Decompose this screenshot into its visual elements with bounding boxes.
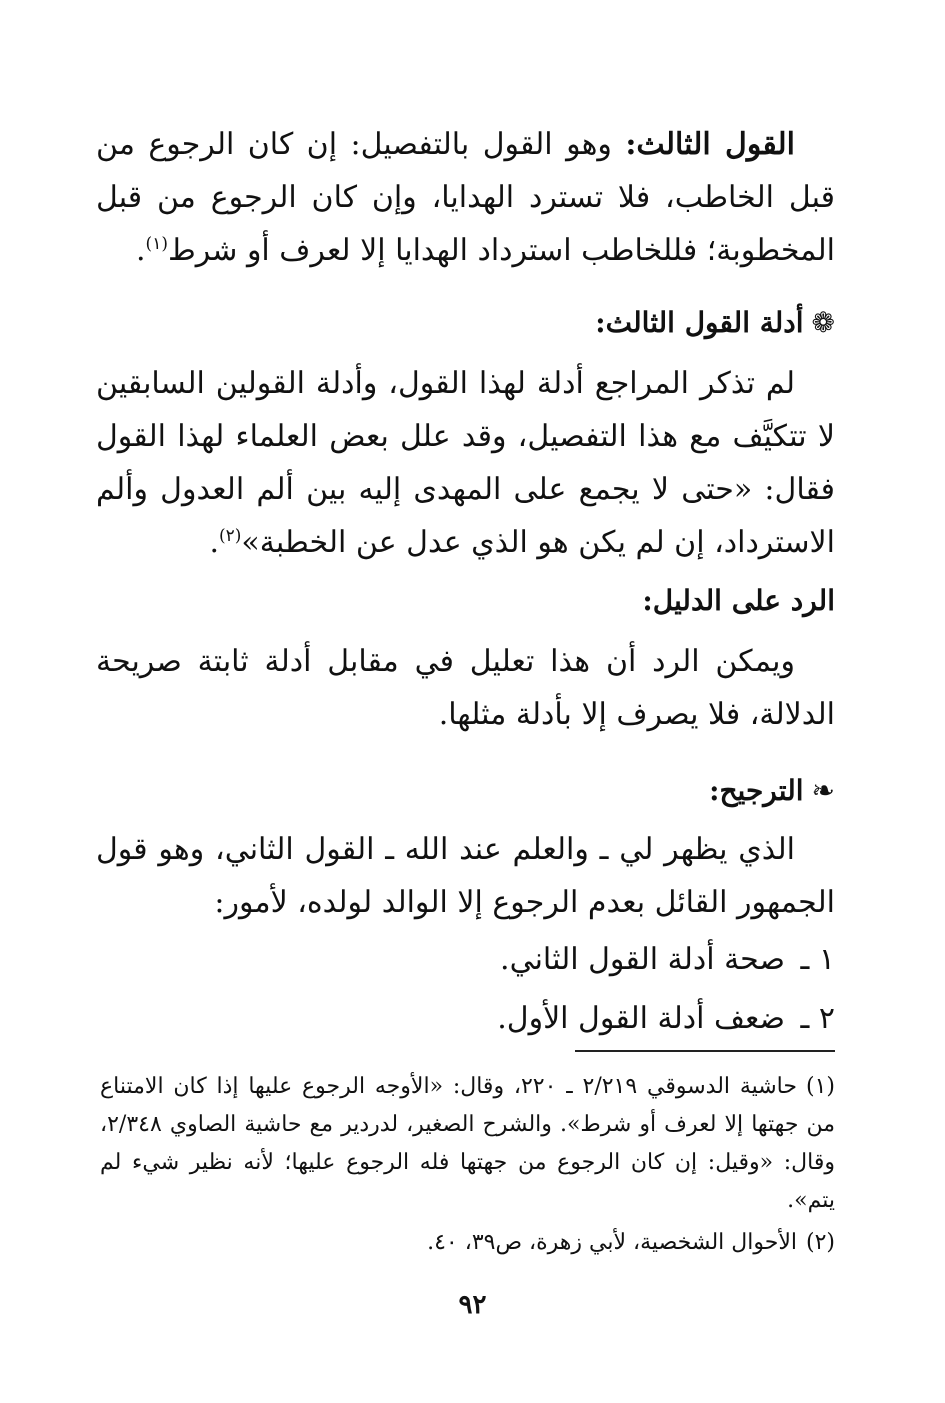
list-item-text: ضعف أدلة القول الأول.	[497, 1001, 785, 1036]
footnote-text: حاشية الدسوقي ٢/٢١٩ ـ ٢٢٠، وقال: «الأوجه الرجوع عليها إذا كان الامتناع من جهتها إلا لعرف أو شرط». والشرح الصغير، لدردير مع حاشية الصاوي ٢/٣٤٨، وقال: «وقيل: إن كان الرجوع من جهتها فله الرجوع عليها؛ لأنه نظير شيء لم يتم».	[100, 1074, 835, 1213]
footnote-text: الأحوال الشخصية، لأبي زهرة، ص٣٩، ٤٠.	[427, 1230, 797, 1255]
list-item-text: صحة أدلة القول الثاني.	[500, 942, 785, 977]
footnotes	[100, 1068, 835, 1266]
sentence-end: .	[136, 233, 146, 268]
footnote-number: (١)	[805, 1074, 835, 1099]
list-item	[96, 933, 835, 986]
evidence-paragraph	[96, 357, 835, 569]
list-item-number: ٢ ـ	[800, 1001, 835, 1036]
list-item	[96, 992, 835, 1045]
evidence-text: لم تذكر المراجع أدلة لهذا القول، وأدلة القولين السابقين لا تتكيَّف مع هذا التفصيل، وقد علل بعض العلماء لهذا القول فقال: «حتى لا يجمع على المهدى إليه بين ألم العدول وألم الاسترداد، إن لم يكن هو الذي عدل عن الخطبة»	[96, 366, 835, 560]
rebuttal-heading-text: الرد على الدليل:	[642, 584, 835, 617]
page-body	[96, 118, 835, 1045]
sentence-end: .	[209, 525, 219, 560]
evidence-heading	[96, 303, 835, 343]
rebuttal-text: ويمكن الرد أن هذا تعليل في مقابل أدلة ثابتة صريحة الدلالة، فلا يصرف إلا بأدلة مثلها.	[96, 644, 835, 732]
page-number: ٩٢	[458, 1290, 487, 1320]
list-item-number: ١ ـ	[800, 942, 835, 977]
evidence-heading-text: أدلة القول الثالث:	[595, 306, 804, 339]
footnote-number: (٢)	[805, 1230, 835, 1255]
third-opinion-text: وهو القول بالتفصيل: إن كان الرجوع من قبل الخاطب، فلا تسترد الهدايا، وإن كان الرجوع من قبل المخطوبة؛ فللخاطب استرداد الهدايا إلا لعرف أو شرط	[96, 127, 835, 268]
preference-text: الذي يظهر لي ـ والعلم عند الله ـ القول الثاني، وهو قول الجمهور القائل بعدم الرجوع إلا الوالد لولده، لأمور:	[96, 832, 835, 920]
preference-heading	[96, 771, 835, 811]
preference-heading-text: الترجيح:	[709, 774, 804, 807]
footnote-1	[100, 1068, 835, 1220]
rebuttal-heading	[96, 581, 835, 621]
footnote-2	[100, 1224, 835, 1262]
ornament-icon: ❁	[811, 306, 835, 339]
third-opinion-label: القول الثالث:	[625, 127, 795, 162]
reasons-list	[96, 933, 835, 1045]
footnote-ref-1[interactable]: (١)	[145, 234, 168, 254]
leaf-icon: ❧	[811, 774, 835, 807]
footnote-ref-2[interactable]: (٢)	[218, 526, 242, 546]
third-opinion-paragraph	[96, 118, 835, 277]
preference-paragraph	[96, 823, 835, 929]
footnote-divider	[575, 1050, 835, 1052]
rebuttal-paragraph	[96, 635, 835, 741]
